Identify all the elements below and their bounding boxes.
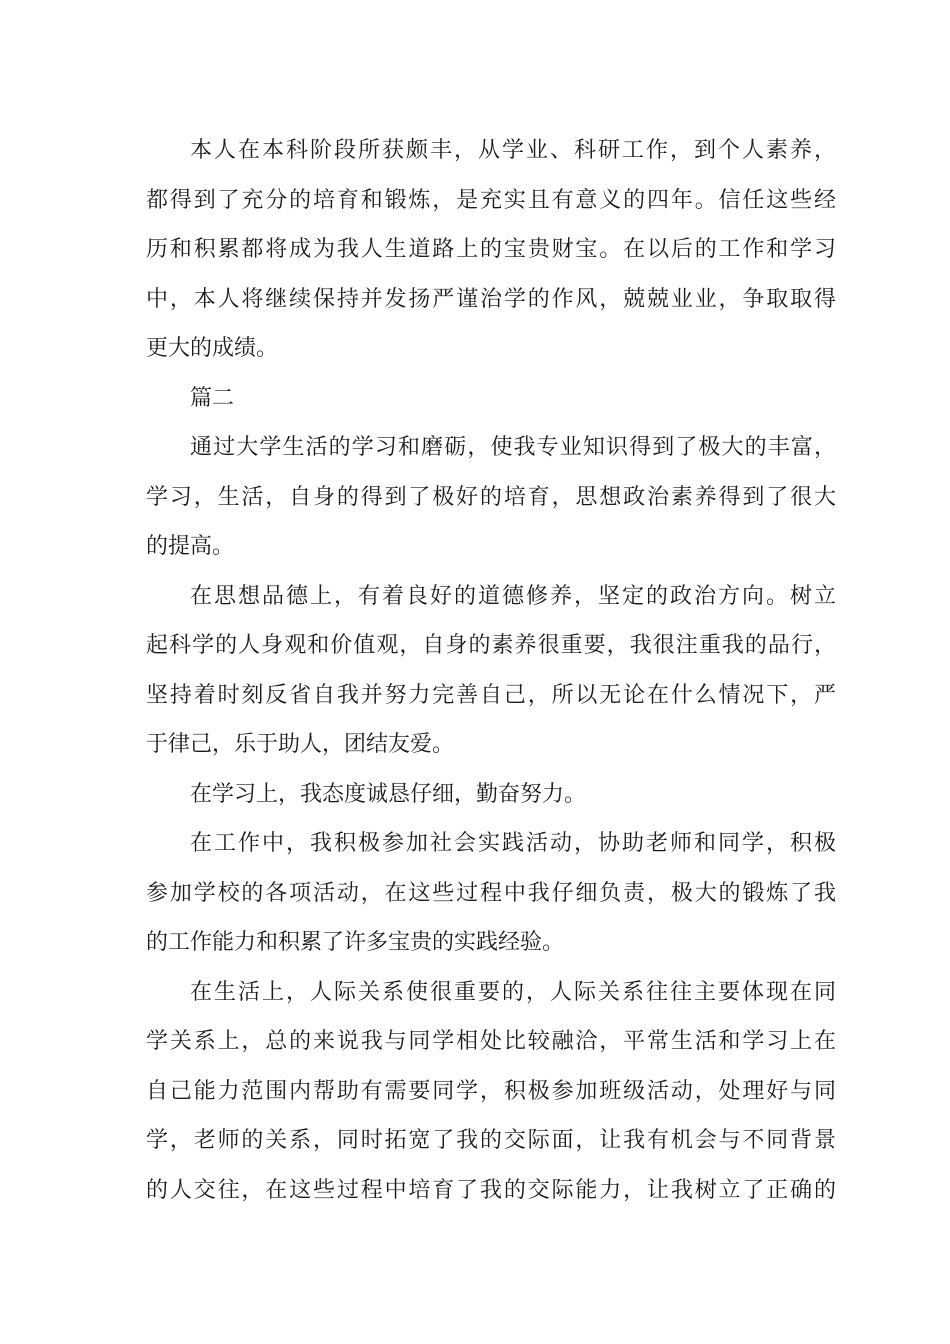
text-line: 在生活上，人际关系使很重要的，人际关系往往主要体现在同 <box>190 980 836 1005</box>
section-heading: 篇二 <box>190 386 235 411</box>
text-line: 学关系上，总的来说我与同学相处比较融洽，平常生活和学习上在 <box>146 1029 836 1054</box>
text-line: 更大的成绩。 <box>146 336 279 361</box>
text-line: 在工作中，我积极参加社会实践活动，协助老师和同学，积极 <box>190 831 836 856</box>
text-line: 于律己，乐于助人，团结友爱。 <box>146 732 455 757</box>
text-line: 本人在本科阶段所获颇丰，从学业、科研工作，到个人素养， <box>190 138 836 163</box>
text-line: 的提高。 <box>146 534 235 559</box>
text-line: 坚持着时刻反省自我并努力完善自己，所以无论在什么情况下，严 <box>146 683 836 708</box>
text-line: 起科学的人身观和价值观，自身的素养很重要，我很注重我的品行， <box>146 633 836 658</box>
text-line: 在思想品德上，有着良好的道德修养，坚定的政治方向。树立 <box>190 584 836 609</box>
text-line: 学，老师的关系，同时拓宽了我的交际面，让我有机会与不同背景 <box>146 1128 836 1153</box>
text-line: 学习，生活，自身的得到了极好的培育，思想政治素养得到了很大 <box>146 485 836 510</box>
text-line: 在学习上，我态度诚恳仔细，勤奋努力。 <box>190 782 587 807</box>
text-line: 参加学校的各项活动，在这些过程中我仔细负责，极大的锻炼了我 <box>146 881 836 906</box>
text-line: 都得到了充分的培育和锻炼，是充实且有意义的四年。信任这些经 <box>146 188 836 213</box>
text-line: 中，本人将继续保持并发扬严谨治学的作风，兢兢业业，争取取得 <box>146 287 836 312</box>
text-line: 的人交往，在这些过程中培育了我的交际能力，让我树立了正确的 <box>146 1178 836 1203</box>
text-line: 的工作能力和积累了许多宝贵的实践经验。 <box>146 930 565 955</box>
text-line: 历和积累都将成为我人生道路上的宝贵财宝。在以后的工作和学习 <box>146 237 836 262</box>
text-line: 通过大学生活的学习和磨砺，使我专业知识得到了极大的丰富， <box>190 435 836 460</box>
text-line: 自己能力范围内帮助有需要同学，积极参加班级活动，处理好与同 <box>146 1079 836 1104</box>
